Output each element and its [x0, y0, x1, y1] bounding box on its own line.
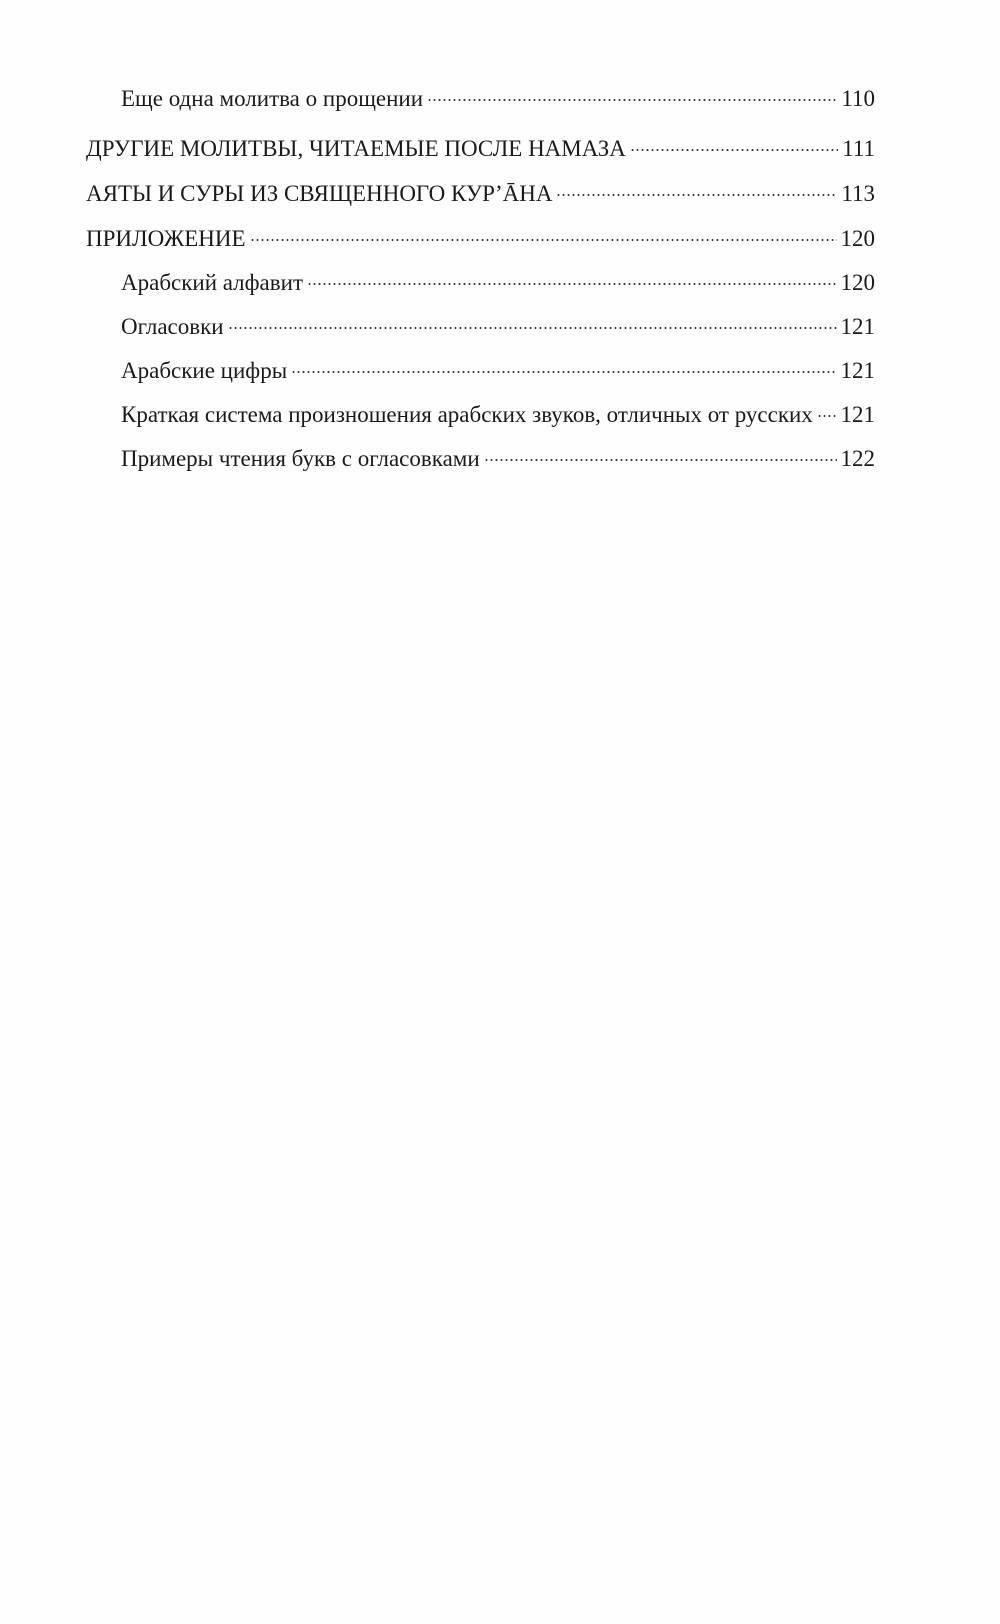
toc-entry [86, 223, 875, 255]
toc-dot-leader [228, 327, 837, 329]
toc-entry [86, 443, 875, 475]
toc-dot-leader [250, 239, 837, 241]
toc-entry-title: Арабский алфавит [121, 270, 303, 295]
toc-entry-page: 120 [840, 226, 875, 251]
toc-dot-leader [630, 149, 838, 151]
toc-entry-page: 122 [840, 446, 875, 471]
toc-dot-leader [817, 415, 837, 417]
toc-entry-page: 113 [841, 181, 875, 206]
toc-entry-page: 110 [841, 86, 875, 111]
toc-entry-title: Огласовки [121, 314, 224, 339]
toc-entry-title: Примеры чтения букв с огласовками [121, 446, 480, 471]
toc-dot-leader [556, 194, 837, 196]
toc-entry-title: АЯТЫ И СУРЫ ИЗ СВЯЩЕННОГО КУР’ĀНА [86, 181, 553, 206]
toc-entry [86, 267, 875, 299]
toc-entry [86, 178, 875, 210]
toc-dot-leader [291, 371, 836, 373]
toc-entry-title: Арабские цифры [121, 358, 288, 383]
toc-entry-title: ДРУГИЕ МОЛИТВЫ, ЧИТАЕМЫЕ ПОСЛЕ НАМАЗА [86, 136, 626, 161]
toc-entry-title: ПРИЛОЖЕНИЕ [86, 226, 246, 251]
toc-entry-page: 121 [840, 314, 875, 339]
toc-dot-leader [307, 283, 837, 285]
toc-dot-leader [427, 99, 837, 101]
toc-entry [86, 311, 875, 343]
toc-entry-page: 121 [840, 358, 875, 383]
toc-entry-title: Краткая система произношения арабских звуков, отличных от русских [121, 402, 813, 427]
toc-entry-title: Еще одна молитва о прощении [121, 86, 424, 111]
toc-entry [86, 399, 875, 431]
toc-entry [86, 83, 875, 115]
toc-entry-page: 111 [842, 136, 875, 161]
toc-entry-page: 121 [840, 402, 875, 427]
toc-entry [86, 133, 875, 165]
toc-entry [86, 355, 875, 387]
toc-dot-leader [484, 459, 837, 461]
table-of-contents [86, 83, 875, 475]
toc-entry-page: 120 [840, 270, 875, 295]
